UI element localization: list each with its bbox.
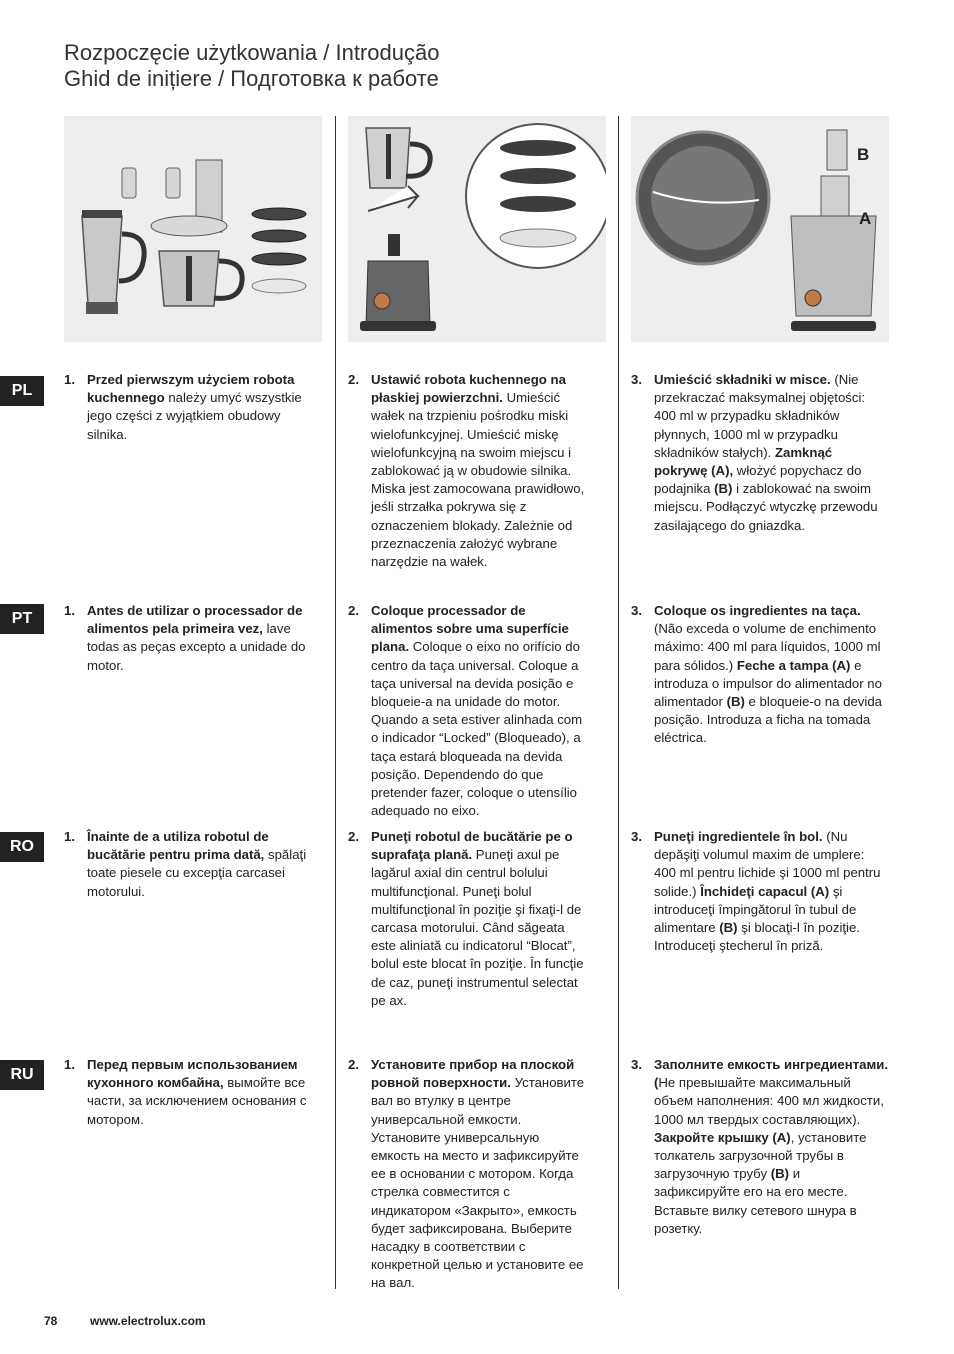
step-ru-3 <box>631 1056 889 1238</box>
illustration-assembly <box>348 116 606 342</box>
step-text: Puneţi robotul de bucătărie pe o suprafaţa plană. Puneţi axul pe lagărul axial din centrul bolului multifuncţional. Puneţi bolul multifuncţional în poziţie şi fixaţi-l de carcasa motorului. Când săgeata este aliniată cu indicatorul “Blocat”, bolul este blocat în poziţie. În funcţie de caz, puneţi instrumentul selectat pe ax. <box>371 829 584 1008</box>
step-number: 3. <box>631 829 642 844</box>
step-pt-2 <box>348 602 588 820</box>
step-number: 2. <box>348 603 359 618</box>
column-divider <box>618 116 619 1289</box>
step-pl-2 <box>348 371 588 571</box>
step-number: 3. <box>631 603 642 618</box>
step-text: Установите прибор на плоской ровной поверхности. Установите вал во втулку в центре универсальной емкости. Установите универсальную емкость на место и зафиксируйте ее в основании с мотором. Когда стрелка совместится с индикатором «Закрыто», емкость будет зафиксирована. Выберите насадку в соответствии с конкретной целью и установите ее на вал. <box>371 1057 585 1291</box>
page-title <box>64 40 439 92</box>
step-text: Puneţi ingredientele în bol. (Nu depăşiţi volumul maxim de umplere: 400 ml pentru lichide şi 1000 ml pentru solide.) Închideţi capacul (A) şi introduceţi împingătorul în tubul de alimentare (B) şi blocaţi-l în poziţie. Introduceţi ştecherul în priză. <box>654 829 881 954</box>
step-ro-1 <box>64 828 318 901</box>
lang-badge-ru: RU <box>0 1060 44 1090</box>
illustration-parts <box>64 116 322 342</box>
step-text: Coloque os ingredientes na taça. (Não exceda o volume de enchimento máximo: 400 ml para líquidos, 1000 ml para sólidos.) Feche a tampa (A) e introduza o impulsor do alimentador no alimentador (B) e bloqueie-o na devida posição. Introduza a ficha na tomada eléctrica. <box>654 603 883 746</box>
page-number: 78 <box>44 1314 58 1328</box>
step-number: 3. <box>631 1057 642 1072</box>
step-number: 3. <box>631 372 642 387</box>
footer-url[interactable]: www.electrolux.com <box>90 1314 206 1328</box>
title-line-2: Ghid de inițiere / Подготовка к работе <box>64 66 439 91</box>
step-pt-1 <box>64 602 318 675</box>
figure-label-a: A <box>859 209 872 228</box>
lang-badge-ro: RO <box>0 832 44 862</box>
illustration-lid-pusher <box>631 116 889 342</box>
step-text: Înainte de a utiliza robotul de bucătărie pentru prima dată, spălaţi toate piesele cu excepţia carcasei motorului. <box>87 829 307 899</box>
step-number: 1. <box>64 1057 75 1072</box>
step-number: 2. <box>348 829 359 844</box>
step-text: Antes de utilizar o processador de alimentos pela primeira vez, lave todas as peças excepto a unidade do motor. <box>87 603 306 673</box>
step-number: 1. <box>64 372 75 387</box>
step-pl-1 <box>64 371 318 444</box>
figure-label-b: B <box>857 145 870 164</box>
step-ro-3 <box>631 828 889 955</box>
step-text: Ustawić robota kuchennego na płaskiej powierzchni. Umieścić wałek na trzpieniu pośrodku miski wielofunkcyjnej. Umieścić miskę wielofunkcyjną na swoim miejscu i zablokować ją w obudowie silnika. Miska jest zamocowana prawidłowo, jeśli strzałka pokrywa się z oznaczeniem blokady. Zależnie od przeznaczenia założyć wybrane narzędzie na wałek. <box>371 372 585 570</box>
step-ru-2 <box>348 1056 588 1293</box>
lang-badge-pl: PL <box>0 376 44 406</box>
step-ru-1 <box>64 1056 318 1129</box>
column-divider <box>335 116 336 1289</box>
step-text: Coloque processador de alimentos sobre uma superfície plana. Coloque o eixo no orifício do centro da taça universal. Coloque a taça universal na devida posição e bloqueie-a na unidade do motor. Quando a seta estiver alinhada com o indicador “Locked” (Bloqueado), a taça estará bloqueada na devida posição. Dependendo do que pretender fazer, coloque o utensílio adequado no eixo. <box>371 603 583 819</box>
step-text: Перед первым использованием кухонного комбайна, вымойте все части, за исключением основания с мотором. <box>87 1057 307 1127</box>
step-text: Заполните емкость ингредиентами. (Не превышайте максимальный объем наполнения: 400 мл жидкости, 1000 мл твердых составляющих). Закройте крышку (A), установите толкатель загрузочной трубы в загрузочную трубу (B) и зафиксируйте его на его месте. Вставьте вилку сетевого шнура в розетку. <box>654 1057 889 1236</box>
step-ro-2 <box>348 828 588 1010</box>
step-text: Przed pierwszym użyciem robota kuchennego należy umyć wszystkie jego części z wyjątkiem obudowy silnika. <box>87 372 302 442</box>
step-number: 2. <box>348 1057 359 1072</box>
step-number: 2. <box>348 372 359 387</box>
step-text: Umieścić składniki w misce. (Nie przekraczać maksymalnej objętości: 400 ml w przypadku składników płynnych, 1000 ml w przypadku składników stałych). Zamknąć pokrywę (A), włożyć popychacz do podajnika (B) i zablokować na swoim miejscu. Podłączyć wtyczkę przewodu zasilającego do gniazdka. <box>654 372 878 533</box>
title-line-1: Rozpoczęcie użytkowania / Introdução <box>64 40 440 65</box>
step-pl-3 <box>631 371 889 535</box>
step-pt-3 <box>631 602 889 748</box>
step-number: 1. <box>64 603 75 618</box>
step-number: 1. <box>64 829 75 844</box>
lang-badge-pt: PT <box>0 604 44 634</box>
